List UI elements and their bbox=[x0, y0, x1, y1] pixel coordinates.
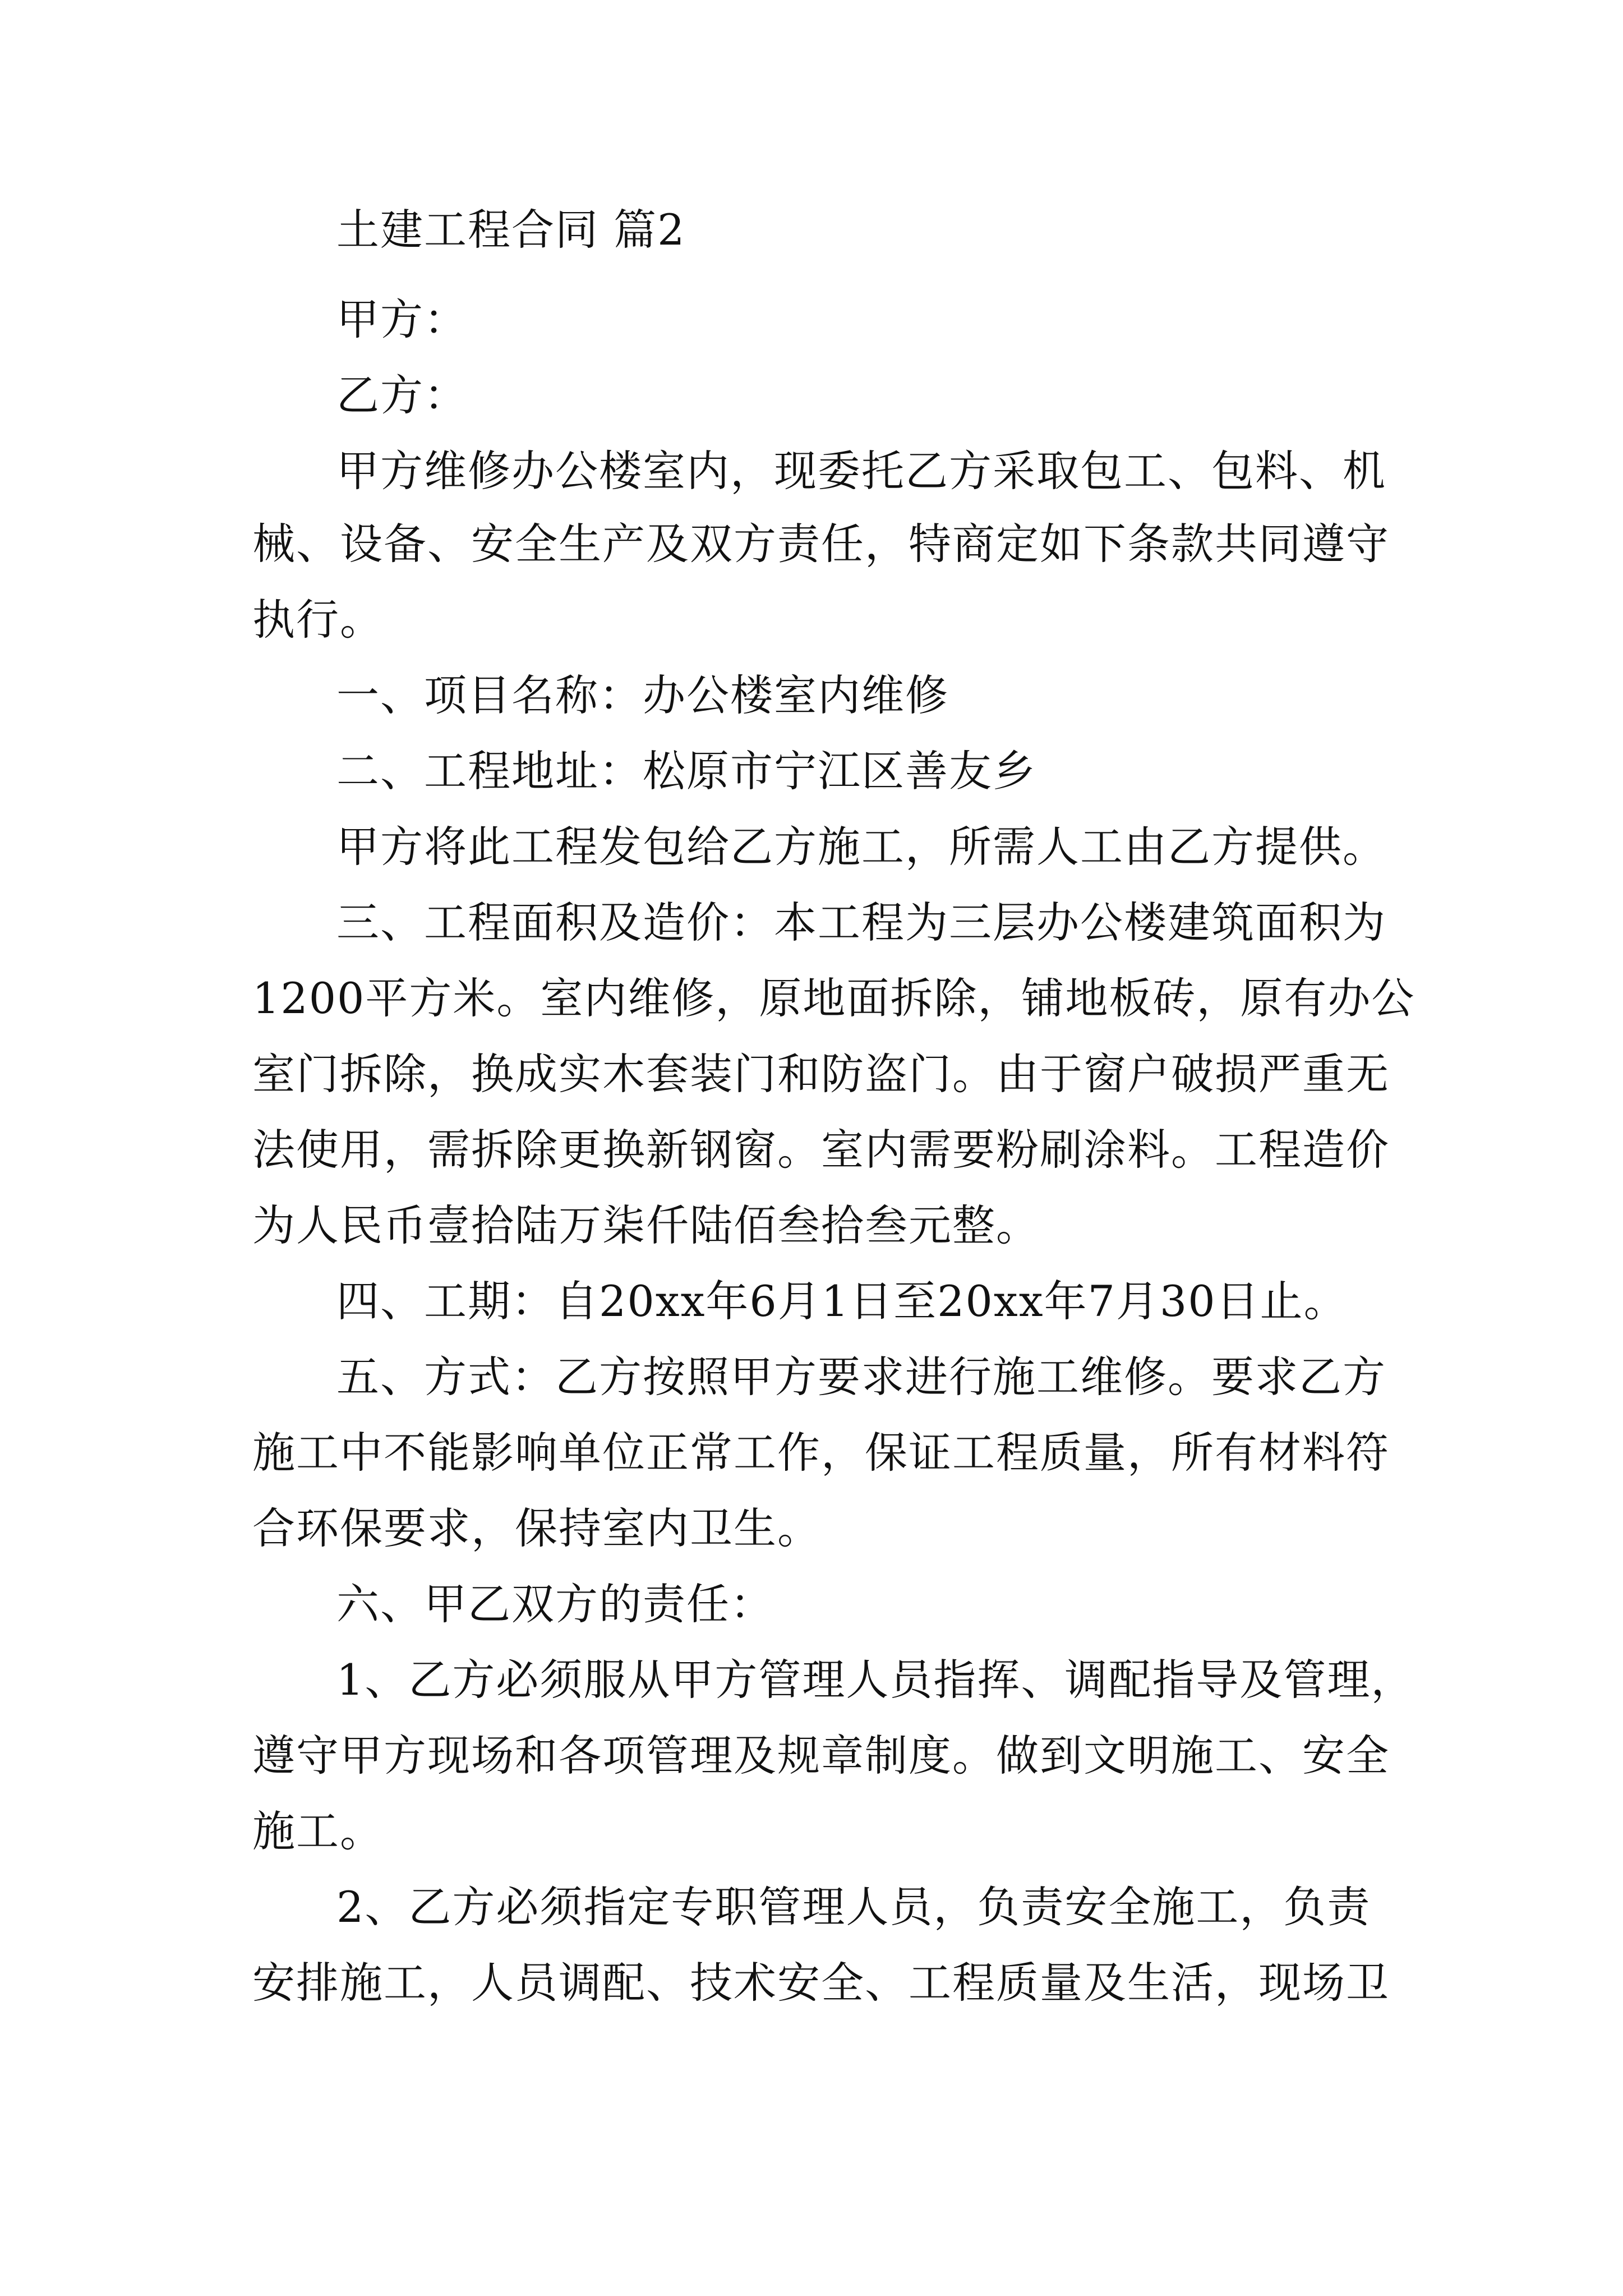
document-title: 土建工程合同 篇2 bbox=[336, 205, 686, 255]
method-line-3: 合环保要求，保持室内卫生。 bbox=[252, 1503, 821, 1553]
intro-line-2: 械、设备、安全生产及双方责任，特商定如下条款共同遵守 bbox=[252, 519, 1390, 569]
responsibility-2-line-2: 安排施工，人员调配、技术安全、工程质量及生活，现场卫 bbox=[252, 1958, 1390, 2008]
responsibilities-heading: 六、甲乙双方的责任： bbox=[336, 1579, 774, 1629]
area-cost-line-1: 三、工程面积及造价：本工程为三层办公楼建筑面积为 bbox=[336, 898, 1386, 947]
project-name-line: 一、项目名称：办公楼室内维修 bbox=[336, 670, 949, 720]
responsibility-2-line-1: 2、乙方必须指定专职管理人员，负责安全施工，负责 bbox=[336, 1882, 1371, 1932]
intro-line-3: 执行。 bbox=[252, 595, 384, 645]
method-line-2: 施工中不能影响单位正常工作，保证工程质量，所有材料符 bbox=[252, 1428, 1390, 1478]
area-cost-line-2: 1200平方米。室内维修，原地面拆除，铺地板砖，原有办公 bbox=[252, 973, 1415, 1023]
schedule-line: 四、工期：自20xx年6月1日至20xx年7月30日止。 bbox=[336, 1276, 1348, 1326]
labor-provision-line: 甲方将此工程发包给乙方施工，所需人工由乙方提供。 bbox=[336, 822, 1386, 872]
responsibility-1-line-3: 施工。 bbox=[252, 1806, 384, 1856]
responsibility-1-line-1: 1、乙方必须服从甲方管理人员指挥、调配指导及管理， bbox=[336, 1655, 1415, 1705]
project-address-line: 二、工程地址：松原市宁江区善友乡 bbox=[336, 746, 1036, 796]
party-a-line: 甲方： bbox=[336, 295, 468, 344]
area-cost-line-3: 室门拆除，换成实木套装门和防盗门。由于窗户破损严重无 bbox=[252, 1049, 1390, 1099]
area-cost-line-4: 法使用，需拆除更换新钢窗。室内需要粉刷涂料。工程造价 bbox=[252, 1125, 1390, 1175]
party-b-line: 乙方： bbox=[336, 370, 468, 420]
intro-line-1: 甲方维修办公楼室内，现委托乙方采取包工、包料、机 bbox=[336, 446, 1386, 496]
method-line-1: 五、方式：乙方按照甲方要求进行施工维修。要求乙方 bbox=[336, 1352, 1386, 1402]
responsibility-1-line-2: 遵守甲方现场和各项管理及规章制度。做到文明施工、安全 bbox=[252, 1731, 1390, 1780]
area-cost-line-5: 为人民币壹拾陆万柒仟陆佰叁拾叁元整。 bbox=[252, 1200, 1040, 1250]
